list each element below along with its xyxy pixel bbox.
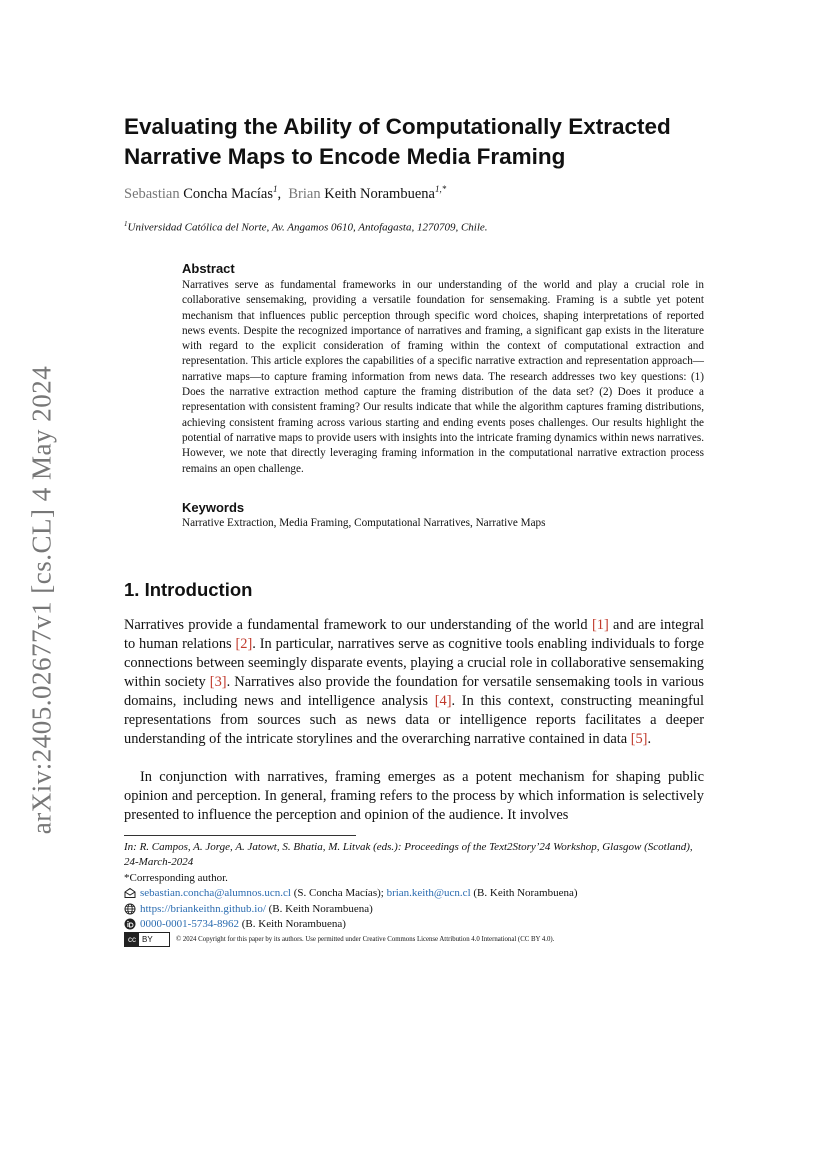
section-heading-introduction: 1. Introduction [124, 579, 253, 600]
orcid-owner: (B. Keith Norambuena) [239, 918, 346, 930]
orcid-link[interactable]: 0000-0001-5734-8962 [140, 918, 239, 930]
citation-4[interactable]: [4] [434, 693, 452, 709]
author2-last: Keith Norambuena [324, 185, 435, 202]
footnote-divider [124, 835, 356, 836]
paper-title [124, 112, 744, 172]
author2-first: Brian [288, 185, 321, 202]
homepage-line [124, 901, 373, 917]
email-line [124, 885, 578, 901]
footnote-proceedings: In: R. Campos, A. Jorge, A. Jatowt, S. Bhatia, M. Litvak (eds.): Proceedings of the Text2Story’24 Workshop, Glasgow (Scotland), 24-March-2024 [124, 841, 693, 868]
homepage-owner: (B. Keith Norambuena) [265, 903, 373, 915]
email-link-1[interactable]: sebastian.concha@alumnos.ucn.cl [140, 887, 291, 899]
title-line-1: Evaluating the Ability of Computationally Extracted [124, 114, 671, 139]
by-label: BY [142, 934, 153, 944]
p1-text-5: . In this context, constructing meaningful representations from sources such as news data or intelligence reports facilitates a deeper understanding of the intricate storylines and the overarching narrative contained in data [124, 693, 704, 747]
author2-sup: 1,* [434, 184, 447, 194]
p1-text-3: . In particular, narratives serve as cognitive tools enabling individuals to forge connections between seemingly disparate events, playing a crucial role in collaborative sensemaking within society [124, 636, 704, 690]
p1-text-4: . Narratives also provide the foundation for versatile sensemaking tools in various domains, including news and intelligence analysis [124, 674, 704, 709]
orcid-line [124, 916, 346, 932]
email2-owner: (B. Keith Norambuena) [470, 887, 578, 899]
license-line [124, 932, 554, 946]
email1-owner: (S. Concha Macías); [290, 887, 387, 899]
author-list [124, 184, 446, 203]
p1-text-1: Narratives provide a fundamental framework to our understanding of the world [124, 617, 592, 633]
author-separator: , [277, 185, 289, 202]
keywords-heading: Keywords [182, 500, 245, 515]
citation-3[interactable]: [3] [209, 674, 227, 690]
intro-paragraph-2: In conjunction with narratives, framing emerges as a potent mechanism for shaping public opinion and perception. In general, framing refers to the process by which information is selectively presented to influence the perception and opinion of the audience. It involves [124, 769, 704, 823]
cc-by-badge[interactable] [124, 932, 170, 947]
author1-first: Sebastian [124, 185, 180, 202]
abstract-heading: Abstract [182, 261, 235, 276]
footnote-corresponding: *Corresponding author. [124, 872, 228, 884]
author1-last: Concha Macías [183, 185, 273, 202]
citation-2[interactable]: [2] [235, 636, 253, 652]
globe-icon [124, 903, 136, 915]
affiliation-sup: 1 [124, 220, 128, 228]
email-link-2[interactable]: brian.keith@ucn.cl [386, 887, 471, 899]
email-icon [124, 887, 136, 899]
affiliation-text: Universidad Católica del Norte, Av. Angamos 0610, Antofagasta, 1270709, Chile. [127, 221, 488, 234]
abstract-text: Narratives serve as fundamental frameworks in our understanding of the world and play a crucial role in collaborative sensemaking, providing a versatile foundation for sensemaking. Framing is a subtle yet potent mechanism that influences public perception through specific word choices, shaping interpretations of reported news events. Despite the recognized importance of narratives and framing, a significant gap exists in the literature with regard to the explicit consideration of framing within the context of computational extraction and representation. This article explores the capabilities of a specific narrative extraction and representation approach—narrative maps—to capture framing information from news data. The research addresses two key questions: (1) Does the narrative extraction method capture the framing distribution of the data set? (2) Does it produce a representation with consistent framing? Our results indicate that while the algorithm captures framing distributions, achieving consistent framing across various starting and ending events poses challenges. Our results highlight the potential of narrative maps to provide users with insights into the intricate framing dynamics within news narratives. However, we note that directly leveraging framing information in the computational narrative extraction process remains an open challenge. [182, 279, 704, 475]
copyright-notice: © 2024 Copyright for this paper by its authors. Use permitted under Creative Commons License Attribution 4.0 International (CC BY 4.0). [176, 935, 555, 943]
title-line-2: Narrative Maps to Encode Media Framing [124, 144, 566, 169]
p1-text-2: and are integral to human relations [124, 617, 705, 652]
orcid-icon [124, 918, 136, 930]
homepage-link[interactable]: https://briankeithn.github.io/ [140, 903, 266, 915]
affiliation [124, 220, 488, 234]
citation-1[interactable]: [1] [591, 617, 609, 633]
arxiv-sidebar [22, 360, 62, 840]
intro-paragraph-1 [124, 616, 704, 749]
keywords-text: Narrative Extraction, Media Framing, Computational Narratives, Narrative Maps [182, 517, 546, 529]
author1-sup: 1 [273, 184, 278, 194]
cc-label: cc [125, 933, 139, 946]
arxiv-identifier: arXiv:2405.02677v1 [cs.CL] 4 May 2024 [26, 365, 57, 835]
p1-text-6: . [647, 731, 652, 747]
citation-5[interactable]: [5] [630, 731, 648, 747]
